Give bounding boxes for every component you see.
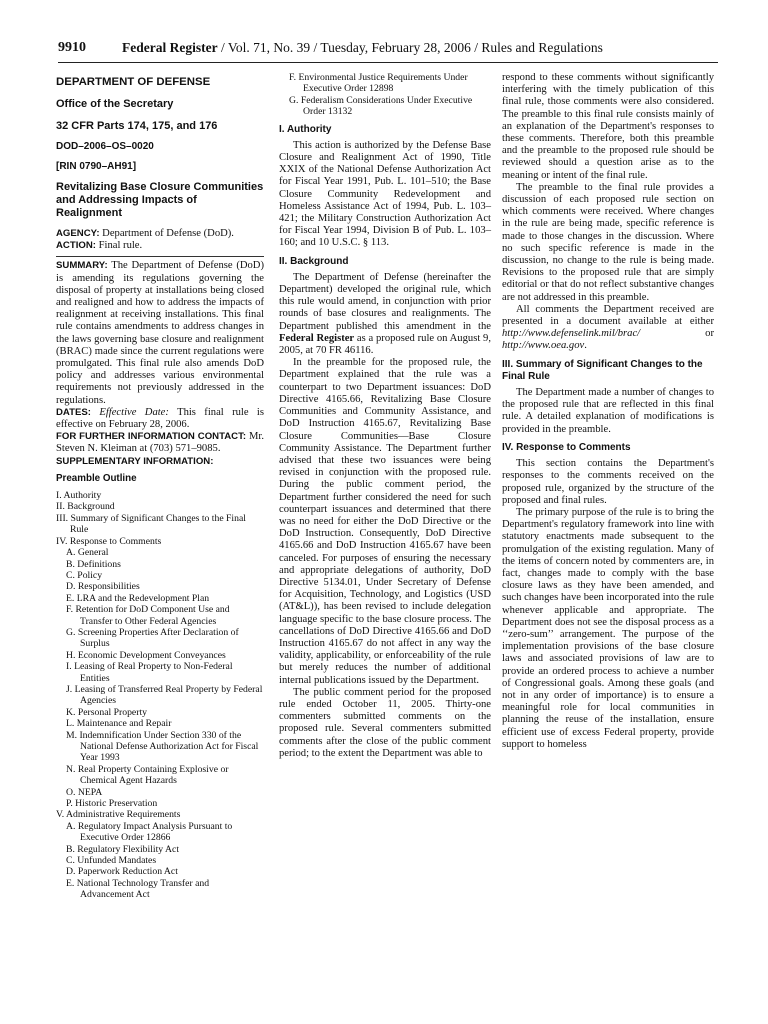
summary-text: The Department of Defense (DoD) is amending its regulations governing the disposal of property at installations being closed and realigned and how to address the impacts of realignment at receiving installations. This final rule contains amendments to address changes in the laws governing base closure and realignment (BRAC) made since the current regulations were promulgated. This final rule also amends DoD policy and addresses various environmental requirements not previously addressed in the regulations.	[56, 260, 264, 406]
column-1	[56, 72, 264, 901]
section-heading-authority: I. Authority	[279, 123, 332, 135]
section-heading-summary-changes: III. Summary of Significant Changes to the Final Rule	[502, 358, 703, 382]
outline-item: A. General	[66, 547, 109, 559]
journal-name: Federal Register	[122, 40, 218, 55]
action-label: ACTION:	[56, 240, 96, 252]
contact-label: FOR FURTHER INFORMATION CONTACT:	[56, 431, 247, 443]
dates-label: DATES:	[56, 406, 91, 418]
outline-item: V. Administrative Requirements	[56, 809, 181, 821]
outline-item: IV. Response to Comments	[56, 535, 162, 547]
outline-item: I. Leasing of Real Property to Non-Federal Entities	[66, 661, 233, 684]
agency-line	[56, 228, 264, 240]
agency-label: AGENCY:	[56, 228, 100, 240]
summary-changes-paragraph: The Department made a number of changes to the proposed rule that are reflected in this final rule. A detailed explanation of modifications is provided in the preamble.	[502, 387, 714, 435]
outline-item: N. Real Property Containing Explosive or Chemical Agent Hazards	[66, 763, 229, 787]
issue-info: / Vol. 71, No. 39 / Tuesday, February 28, 2006 / Rules and Regulations	[217, 40, 603, 55]
outline-item: L. Maintenance and Repair	[66, 718, 172, 730]
paragraph-continued: respond to these comments without significantly interfering with the timely publication of this final rule, those comments were also considered. The preamble to this final rule consists mainly of an explanation of the Department's responses to these comments. Therefore, both this preamble and the preamble to the proposed rule should be reviewed should a question arise as to the meaning or intent of the final rule.	[502, 72, 714, 181]
outline-item: D. Responsibilities	[66, 581, 140, 593]
column-3	[502, 72, 714, 751]
rule-title: Revitalizing Base Closure Communities and Addressing Impacts of Realignment	[56, 181, 264, 220]
dates-text: This final rule is effective on February 28, 2006.	[56, 406, 264, 431]
outline-item: II. Background	[56, 501, 115, 513]
action-text: Final rule.	[95, 240, 143, 252]
header-rule	[58, 62, 718, 63]
outline-item: E. National Technology Transfer and Advancement Act	[66, 877, 210, 901]
supplementary-label: SUPPLEMENTARY INFORMATION:	[56, 455, 214, 467]
response-paragraph-2: The primary purpose of the rule is to bring the Department's regulatory framework into line with statutory enactments made subsequent to the promulgation of the existing regulation. Many of the items of concern noted by commenters are, in fact, changes made to comply with the base closure laws as they have been amended, and such changes have been incorporated into the rule whenever applicable and appropriate. The Department does not see the disposal process as a ‘‘zero-sum’’ arrangement. The purpose of the implementation provisions of the base closure laws and associated provisions of law are to provide an ordered process to achieve a number of Congressional goals. Among these goals (and not in any order of importance) is to ensure a meaningful role for local communities in planning the reuse of the installation, ensure efficient use of excess Federal property, provide support to homeless	[502, 506, 714, 750]
preamble-outline	[56, 490, 264, 901]
background-text-1c: as a proposed rule on August 9, 2005, at 70 FR 46116.	[279, 332, 491, 357]
outline-item: F. Retention for DoD Component Use and Transfer to Other Federal Agencies	[66, 604, 230, 627]
outline-item: M. Indemnification Under Section 330 of the National Defense Authorization Act for Fiscal Year 1993	[66, 729, 259, 764]
column-2	[279, 72, 491, 760]
contact-text: Mr. Steven N. Kleiman at (703) 571–9085.	[56, 431, 264, 455]
outline-item: C. Unfunded Mandates	[66, 855, 157, 867]
outline-item: G. Federalism Considerations Under Executive Order 13132	[289, 94, 473, 118]
outline-item: A. Regulatory Impact Analysis Pursuant to Executive Order 12866	[66, 820, 233, 844]
background-text-1a: The Department of Defense (hereinafter the Department) developed the original rule, which this rule would amend, in conjunction with prior rounds of base closures and realignments. The Department published this amendment in the	[279, 271, 491, 332]
outline-item: P. Historic Preservation	[66, 798, 158, 810]
federal-register-ref: Federal Register	[279, 332, 355, 344]
outline-item: C. Policy	[66, 569, 103, 581]
comments-text-a: All comments the Department received are presented in a document available at either	[502, 303, 714, 328]
divider	[56, 256, 264, 257]
oea-link[interactable]: http://www.oea.gov	[502, 340, 585, 352]
authority-paragraph: This action is authorized by the Defense Base Closure and Realignment Act of 1990, Title XXIX of the National Defense Authorization Act for Fiscal Year 1991, Pub. L. 101–510; the Base Closure Community Redevelopment and Homeless Assistance Act of 1994, Pub. L. 103–421; the Military Construction Authorization Act for Fiscal Year 1994, Division B of Pub. L. 103–160; and 10 U.S.C. § 113.	[279, 139, 491, 249]
page-header	[58, 40, 718, 60]
running-title	[122, 40, 603, 56]
outline-item: D. Paperwork Reduction Act	[66, 866, 178, 878]
comments-text-c: or	[640, 328, 714, 340]
outline-item: K. Personal Property	[66, 706, 147, 718]
background-paragraph-1	[279, 272, 491, 357]
action-line	[56, 240, 264, 252]
summary-label: SUMMARY:	[56, 260, 108, 272]
preamble-outline-heading: Preamble Outline	[56, 472, 137, 484]
docket-number: DOD–2006–OS–0020	[56, 140, 154, 152]
supplementary-paragraph	[56, 456, 264, 468]
comments-text-e: .	[584, 340, 587, 352]
contact-paragraph	[56, 431, 264, 455]
section-heading-background: II. Background	[279, 255, 349, 267]
dates-italic: Effective Date:	[91, 406, 169, 418]
office-heading: Office of the Secretary	[56, 98, 174, 111]
outline-item: E. LRA and the Redevelopment Plan	[66, 592, 210, 604]
paragraph-preamble-discussion: The preamble to the final rule provides a discussion of each proposed rule section on which comments were received. Where changes in the rule are being made, specific reference is made to those changes in the discussion. Where no such specific reference is made in the discussion, no change to the rule is being made. Revisions to the proposed rule that are simply editorial or that do not reflect substantive changes are not addressed in this preamble.	[502, 181, 714, 303]
cfr-heading: 32 CFR Parts 174, 175, and 176	[56, 120, 218, 133]
defenselink-link[interactable]: http://www.defenselink.mil/brac/	[502, 328, 641, 340]
agency-text: Department of Defense (DoD).	[99, 228, 234, 240]
outline-item: III. Summary of Significant Changes to the Final Rule	[56, 512, 246, 536]
outline-item: O. NEPA	[66, 786, 103, 798]
outline-item: F. Environmental Justice Requirements Under Executive Order 12898	[289, 72, 468, 95]
outline-item: G. Screening Properties After Declaration of Surplus	[66, 626, 239, 650]
outline-item: J. Leasing of Transferred Real Property by Federal Agencies	[66, 683, 263, 707]
section-heading-response: IV. Response to Comments	[502, 441, 631, 453]
outline-item: I. Authority	[56, 490, 102, 502]
summary-paragraph	[56, 260, 264, 406]
preamble-outline-continued	[279, 72, 491, 118]
response-paragraph-1: This section contains the Department's responses to the comments received on the proposed rule, organized by the structure of the proposed and final rules.	[502, 458, 714, 506]
outline-item: H. Economic Development Conveyances	[66, 649, 226, 661]
background-paragraph-2: In the preamble for the proposed rule, the Department explained that the rule was a counterpart to two Department issuances: DoD Directive 4165.66, Revitalizing Base Closure Communities and Community Assistance, and DoD Instruction 4165.67, Revitalizing Base Closure Communities—Base Closure Community Assistance. The Department further advised that these two issuances were being revised in conjunction with the proposed rule. During the public comment period, the Department further considered the need for such counterpart issuances and determined that there was no need for either the DoD Directive or the DoD Instruction. Consequently, DoD Directive 4165.66 and DoD Instruction 4165.67 have been canceled. For purposes of ensuring the necessary and appropriate delegations of authority, DoD Directive 5134.01, Under Secretary of Defense for Acquisition, Technology, and Logistics (USD (AT&L)), has been revised to include delegation language specific to the base closure process. The cancellations of DoD Directive 4165.66 and DoD Instruction 4165.67 do not affect in any way the validity, applicability, or enforceability of the rule but merely reduces the number of additional internal publications issued by the Department.	[279, 357, 491, 686]
department-heading: DEPARTMENT OF DEFENSE	[56, 76, 211, 88]
dates-paragraph	[56, 407, 264, 431]
rin-number: [RIN 0790–AH91]	[56, 160, 137, 172]
outline-item: B. Regulatory Flexibility Act	[66, 843, 180, 855]
page-number: 9910	[58, 40, 86, 55]
paragraph-comments-available	[502, 304, 714, 353]
background-paragraph-3: The public comment period for the proposed rule ended October 11, 2005. Thirty-one commenters submitted comments on the proposed rule. Several commenters submitted comments after the close of the public comment period; to the extent the Department was able to	[279, 686, 491, 759]
outline-item: B. Definitions	[66, 558, 121, 570]
